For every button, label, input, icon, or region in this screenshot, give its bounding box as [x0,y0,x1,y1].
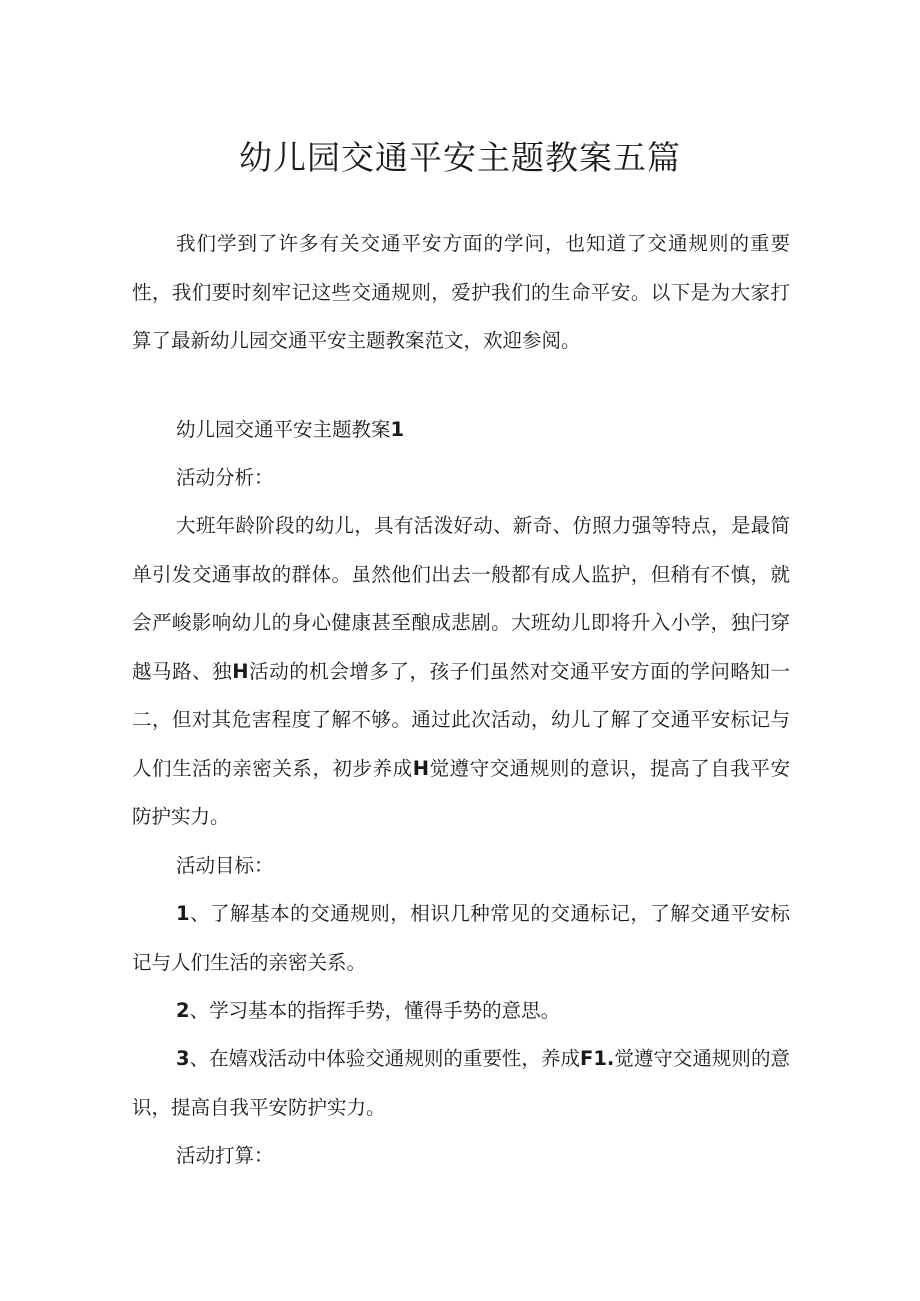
intro-paragraph: 我们学到了许多有关交通平安方面的学问，也知道了交通规则的重要性，我们要时刻牢记这些交通规则，爱护我们的生命平安。以下是为大家打算了最新幼儿园交通平安主题教案范文，欢迎参阅。 [132,232,790,352]
analysis-text-1: 大班年龄阶段的幼儿，具有活泼好动、新奇、仿照力强等特点，是最简单引发交通事故的群体。虽然他们出去一般都有成人监护，但稍有不慎，就会严峻影响幼儿的身心健康甚至酿成悲剧。大班幼儿即将升入小学，独闩穿越马路、独 [132,514,790,683]
goal-number-3: 3 [176,1047,190,1070]
goal-item-1 [132,890,790,987]
goal-item-2 [176,987,560,1036]
goals-heading: 活动目标： [176,854,274,877]
analysis-ocr-mark-1: H [232,659,249,683]
analysis-paragraph [132,502,790,842]
analysis-ocr-mark-2: H [412,756,430,780]
section-heading-number: 1 [390,418,405,441]
goal-text-2: 、学习基本的指挥手势，懂得手势的意思。 [189,999,561,1022]
analysis-text-3: 觉遵守交通规则的意识，提高了自我平安防护实力。 [132,756,790,828]
section-heading-text: 幼儿园交通平安主题教案 [176,418,391,441]
goal-number-1: 1 [176,902,190,925]
analysis-heading: 活动分析： [176,466,274,489]
section-heading [176,406,404,455]
document-title: 幼儿园交通平安主题教案五篇 [239,138,681,177]
goal-ocr-mark-3: F1. [580,1047,615,1070]
goal-text-1: 、了解基本的交通规则，相识几种常见的交通标记，了解交通平安标记与人们生活的亲密关系。 [132,902,790,974]
goal-number-2: 2 [176,999,190,1022]
goal-text-3a: 、在嬉戏活动中体验交通规则的重要性，养成 [189,1047,580,1070]
goal-item-3 [132,1035,790,1132]
prep-heading: 活动打算： [176,1144,274,1167]
goal-text-3b: 觉遵守交通规则的意识，提高自我平安防护实力。 [132,1047,790,1119]
analysis-text-2: 活动的机会增多了，孩子们虽然对交通平安方面的学问略知一二，但对其危害程度了解不够。通过此次活动，幼儿了解了交通平安标记与人们生活的亲密关系，初步养成 [132,659,790,780]
